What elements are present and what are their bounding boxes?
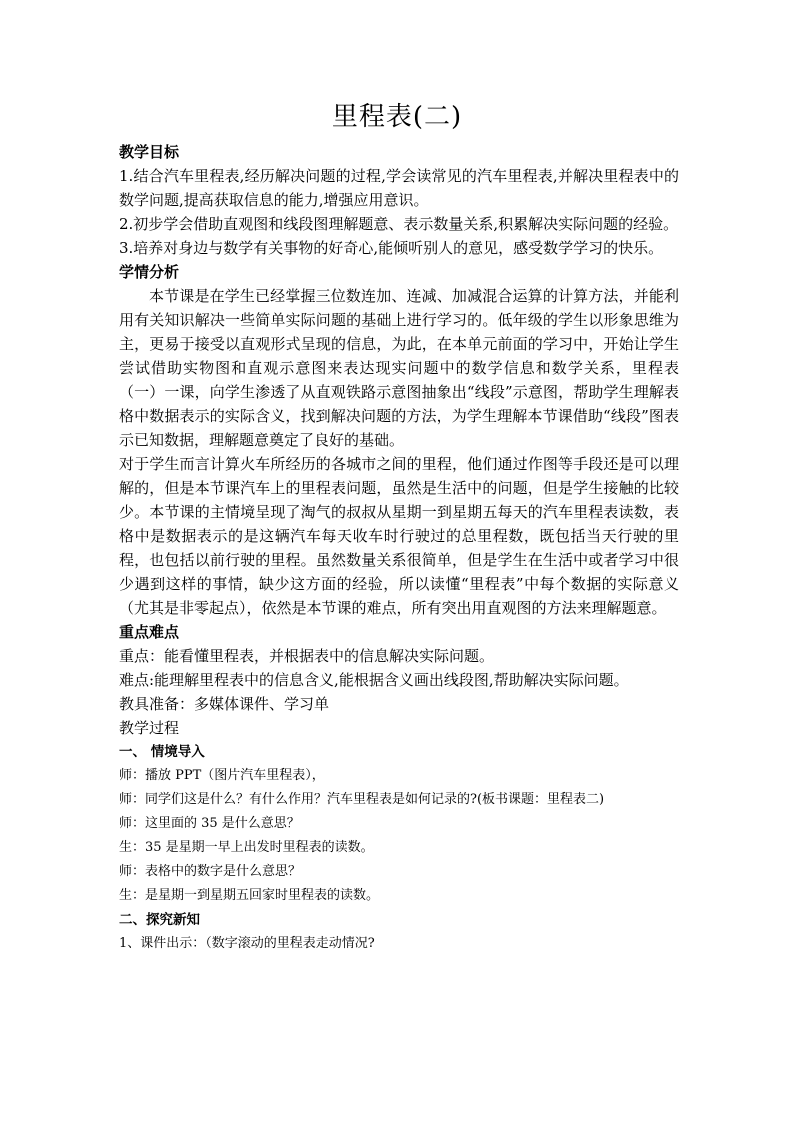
section-heading-explore: 二、探究新知 bbox=[119, 912, 200, 928]
intro-line-6: 生：是星期一到星期五回家时里程表的读数。 bbox=[119, 888, 380, 903]
section-heading-analysis: 学情分析 bbox=[119, 263, 180, 281]
intro-line-1: 师：播放 PPT（图片汽车里程表）， bbox=[119, 768, 325, 783]
intro-line-3: 师：这里面的 35 是什么意思？ bbox=[119, 816, 300, 831]
difficulty-text: 难点:能理解里程表中的信息含义,能根据含义画出线段图,帮助解决实际问题。 bbox=[119, 671, 629, 689]
document-body bbox=[119, 140, 679, 956]
teaching-process-label: 教学过程 bbox=[119, 719, 180, 737]
teaching-tools-text: 教具准备：多媒体课件、学习单 bbox=[119, 695, 330, 713]
goal-item-3: 3.培养对身边与数学有关事物的好奇心,能倾听别人的意见，感受数学学习的快乐。 bbox=[119, 239, 664, 257]
analysis-paragraph-1: 本节课是在学生已经掌握三位数连加、连减、加减混合运算的计算方法，并能利用有关知识解决一些简单实际问题的基础上进行学习的。低年级的学生以形象思维为主，更易于接受以直观形式呈现的信息，为此，在本单元前面的学习中，开始让学生尝试借助实物图和直观示意图来表达现实问题中的数学信息和数学关系，里程表（一）一课，向学生渗透了从直观铁路示意图抽象出“线段”示意图，帮助学生理解表格中数据表示的实际含义，找到解决问题的方法，为学生理解本节课借助“线段”图表示已知数据，理解题意奠定了良好的基础。 bbox=[119, 287, 679, 449]
intro-line-2: 师：同学们这是什么？有什么作用？汽车里程表是如何记录的?(板书课题：里程表二) bbox=[119, 792, 605, 807]
analysis-paragraph-2: 对于学生而言计算火车所经历的各城市之间的里程，他们通过作图等手段还是可以理解的，但是本节课汽车上的里程表问题，虽然是生活中的问题，但是学生接触的比较少。本节课的主情境呈现了淘气的叔叔从星期一到星期五每天的汽车里程表读数，表格中是数据表示的是这辆汽车每天收车时行驶过的总里程数，既包括当天行驶的里程，也包括以前行驶的里程。虽然数量关系很简单，但是学生在生活中或者学习中很少遇到这样的事情，缺少这方面的经验，所以读懂“里程表”中每个数据的实际意义（尤其是非零起点），依然是本节课的难点，所有突出用直观图的方法来理解题意。 bbox=[119, 455, 679, 617]
section-heading-intro: 一、 情境导入 bbox=[119, 744, 205, 760]
key-point-text: 重点：能看懂里程表，并根据表中的信息解决实际问题。 bbox=[119, 647, 495, 665]
intro-line-5: 师：表格中的数字是什么意思？ bbox=[119, 864, 302, 879]
goal-item-2: 2.初步学会借助直观图和线段图理解题意、表示数量关系,积累解决实际问题的经验。 bbox=[119, 215, 679, 233]
explore-line-1: 1、课件出示：（数字滚动的里程表走动情况? bbox=[119, 936, 375, 951]
page-title: 里程表(二) bbox=[331, 102, 463, 132]
section-heading-key-points: 重点难点 bbox=[119, 623, 180, 641]
section-heading-goals: 教学目标 bbox=[119, 143, 180, 161]
intro-line-4: 生：35 是星期一早上出发时里程表的读数。 bbox=[119, 840, 374, 855]
goal-item-1: 1.结合汽车里程表,经历解决问题的过程,学会读常见的汽车里程表,并解决里程表中的数学问题,提高获取信息的能力,增强应用意识。 bbox=[119, 167, 679, 209]
